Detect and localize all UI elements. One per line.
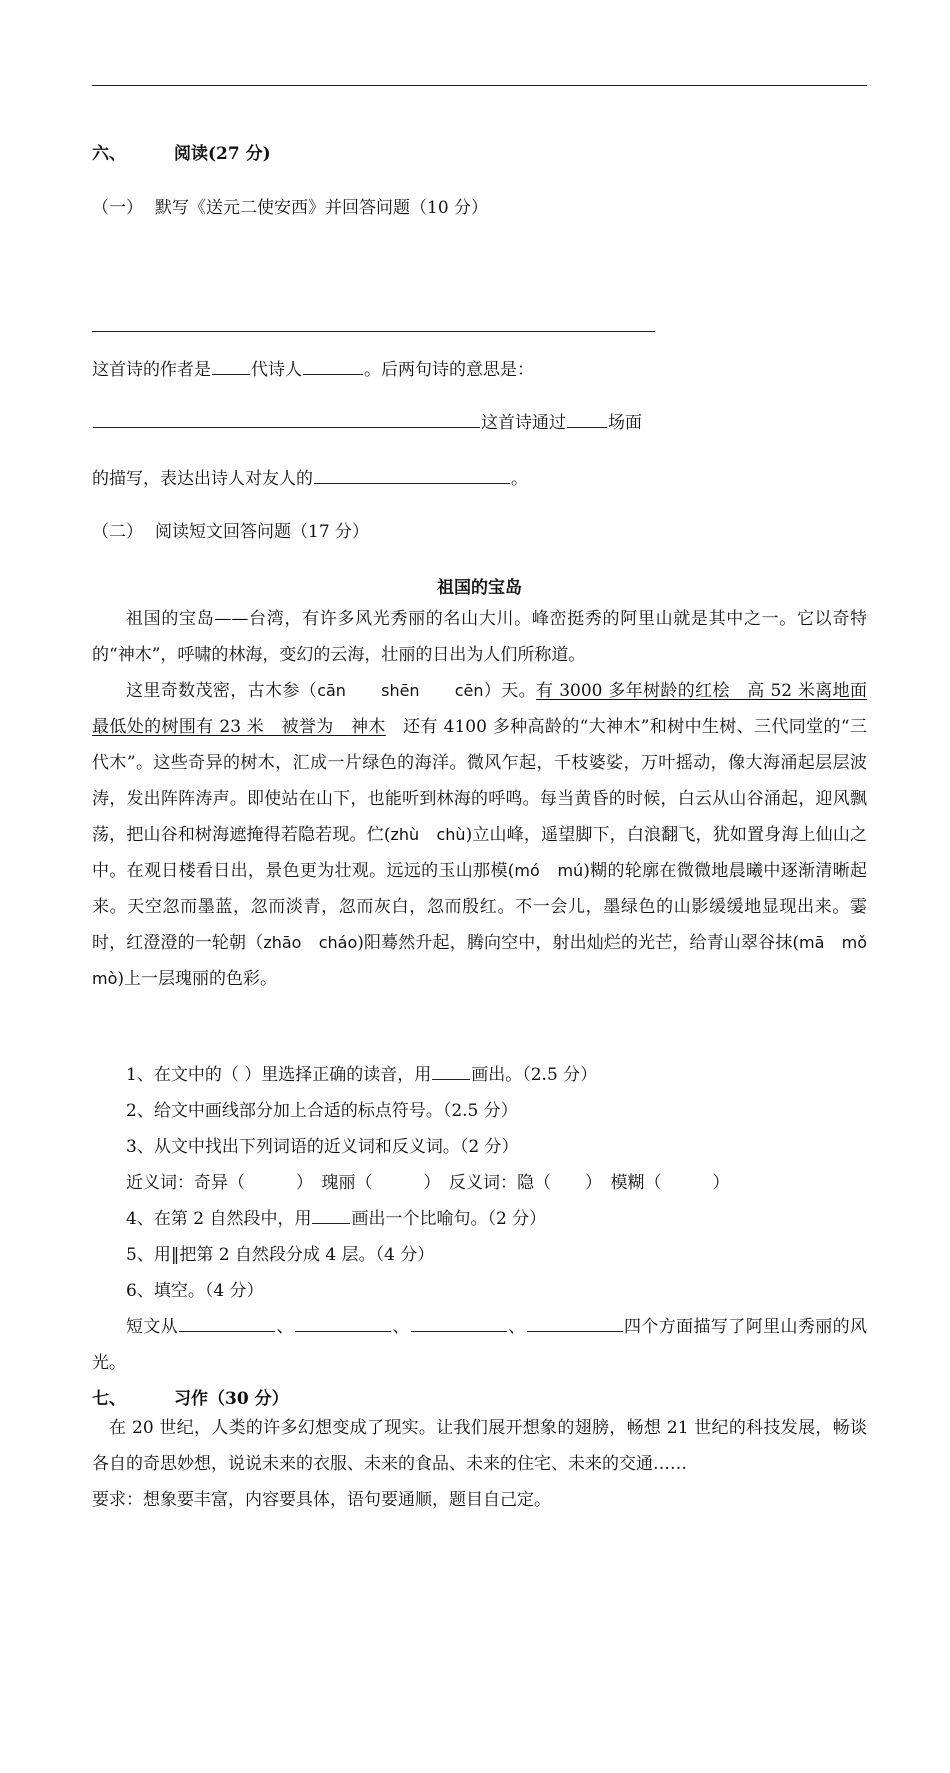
question-meaning <box>92 409 642 435</box>
question-author <box>92 356 534 382</box>
separator: 、 <box>391 1317 410 1337</box>
header-rule <box>92 85 867 86</box>
dynasty-blank[interactable] <box>212 356 250 375</box>
composition-requirements: 要求：想象要丰富，内容要具体，语句要通顺，题目自己定。 <box>92 1490 551 1510</box>
p2-text-e: )糊的轮廓在微微地晨曦中逐渐清晰起来。天空忽而墨蓝，忽而淡青，忽而灰白，忽而殷红。不一会儿，墨绿色的山影缓缓地显现出来。霎时，红澄澄的一轮朝（ <box>92 861 868 953</box>
article-paragraph-2 <box>92 673 867 997</box>
pinyin-option[interactable]: mā <box>798 933 825 952</box>
pinyin-option[interactable]: mó <box>514 861 540 880</box>
section-7-number: 七、 <box>92 1389 126 1409</box>
marker-line <box>312 1205 350 1224</box>
p2-text-c: 还有 4100 多种高龄的“大神木”和树中生树、三代同堂的“三代木”。这些奇异的树木，汇成一片绿色的海洋。微风乍起，千枝婆娑，万叶摇动，像大海涌起层层波涛，发出阵阵涛声。即使站在山下，也能听到林海的呼鸣。每当黄昏的时候，白云从山谷涌起，迎风飘荡，把山谷和树海遮掩得若隐若现。伫( <box>92 717 867 845</box>
article-title: 祖国的宝岛 <box>437 578 522 598</box>
article-paragraph-1: 祖国的宝岛——台湾，有许多风光秀丽的名山大川。峰峦挺秀的阿里山就是其中之一。它以奇特的“神木”，呼啸的林海，变幻的云海，壮丽的日出为人们所称道。 <box>92 609 867 665</box>
p2-text-f: )阳蓦然升起，腾向空中，射出灿烂的光芒，给青山翠谷抹( <box>357 933 799 953</box>
meaning-blank[interactable] <box>93 409 480 428</box>
p2-text-d: )立山峰，遥望脚下，白浪翻飞，犹如置身海上仙山之中。在观日楼看日出，景色更为壮观。远远的玉山那模( <box>92 825 868 881</box>
question-author-text: 这首诗的作者是 <box>92 360 211 380</box>
question-5: 5、用‖把第 2 自然段分成 4 层。（4 分） <box>126 1245 435 1265</box>
separator: 、 <box>507 1317 526 1337</box>
poet-blank[interactable] <box>303 356 363 375</box>
section-6-title: 阅读(27 分) <box>174 144 271 164</box>
pinyin-option[interactable]: mú <box>557 861 584 880</box>
composition-prompt <box>92 1410 867 1518</box>
question-1 <box>92 1057 867 1093</box>
question-feeling-text: 的描写，表达出诗人对友人的 <box>92 469 313 489</box>
fill-blank[interactable] <box>527 1313 623 1332</box>
fill-blank[interactable] <box>411 1313 507 1332</box>
question-list <box>92 1057 867 1381</box>
feeling-blank[interactable] <box>314 465 510 484</box>
question-3-words[interactable]: 近义词：奇异（ ） 瑰丽（ ） 反义词：隐（ ） 模糊（ ） <box>126 1173 730 1193</box>
fill-blank[interactable] <box>179 1313 275 1332</box>
underlined-passage[interactable]: 有 3000 多年树龄的红桧 高 52 米离地面最低处的树围有 23 米 被誉为 神木 <box>92 681 868 737</box>
question-scene-text: 这首诗通过 <box>481 413 566 433</box>
question-4 <box>92 1201 867 1237</box>
question-1-text: 1、在文中的（ ）里选择正确的读音，用 <box>126 1065 432 1085</box>
question-poet-text: 代诗人 <box>251 360 302 380</box>
pinyin-option[interactable]: cháo <box>318 933 358 952</box>
question-6-text: 短文从 <box>126 1317 179 1337</box>
scene-blank[interactable] <box>567 409 607 428</box>
question-6: 6、填空。（4 分） <box>126 1281 264 1301</box>
marker-line <box>432 1061 470 1080</box>
section-6-heading <box>92 142 271 166</box>
article-body <box>92 601 867 997</box>
pinyin-option[interactable]: mǒ <box>841 933 868 952</box>
section-7-title: 习作（30 分） <box>174 1389 289 1409</box>
p2-text-b: ）天。 <box>483 681 537 701</box>
question-2: 2、给文中画线部分加上合适的标点符号。（2.5 分） <box>126 1101 518 1121</box>
question-meaning-text: 。后两句诗的意思是： <box>364 360 534 380</box>
question-1-suffix: 画出。（2.5 分） <box>471 1065 598 1085</box>
separator: 、 <box>276 1317 294 1337</box>
pinyin-option[interactable]: mò <box>92 969 118 988</box>
pinyin-option[interactable]: zhù <box>390 825 420 844</box>
poem-answer-line[interactable] <box>92 331 655 332</box>
composition-paragraph: 在 20 世纪，人类的许多幻想变成了现实。让我们展开想象的翅膀，畅想 21 世纪的科技发展，畅谈各自的奇思妙想，说说未来的衣服、未来的食品、未来的住宅、未来的交通…… <box>92 1418 867 1474</box>
question-scene-suffix: 场面 <box>608 413 642 433</box>
part-1-number: （一） <box>92 198 143 218</box>
pinyin-option[interactable]: cān <box>317 681 346 700</box>
part-2-number: （二） <box>92 522 143 542</box>
question-4-suffix: 画出一个比喻句。（2 分） <box>351 1209 547 1229</box>
question-feeling <box>92 465 528 491</box>
question-4-text: 4、在第 2 自然段中，用 <box>126 1209 312 1229</box>
part-2-heading <box>92 520 369 544</box>
pinyin-option[interactable]: shēn <box>381 681 420 700</box>
fill-blank[interactable] <box>295 1313 391 1332</box>
question-feeling-end: 。 <box>511 469 528 489</box>
section-7-heading <box>92 1387 289 1411</box>
p2-text-g: )上一层瑰丽的色彩。 <box>117 969 278 989</box>
pinyin-option[interactable]: chù <box>436 825 466 844</box>
section-6-number: 六、 <box>92 144 126 164</box>
p2-text-a: 这里奇数茂密，古木参（ <box>126 681 318 701</box>
question-6-fill <box>92 1309 867 1381</box>
part-2-title: 阅读短文回答问题（17 分） <box>155 522 370 542</box>
question-3: 3、从文中找出下列词语的近义词和反义词。（2 分） <box>126 1137 519 1157</box>
pinyin-option[interactable]: cēn <box>454 681 484 700</box>
part-1-title: 默写《送元二使安西》并回答问题（10 分） <box>155 198 489 218</box>
part-1-heading <box>92 196 488 220</box>
pinyin-option[interactable]: zhāo <box>263 933 302 952</box>
question-6-suffix: 四个方面描写了阿里山秀丽的风光。 <box>92 1317 868 1373</box>
